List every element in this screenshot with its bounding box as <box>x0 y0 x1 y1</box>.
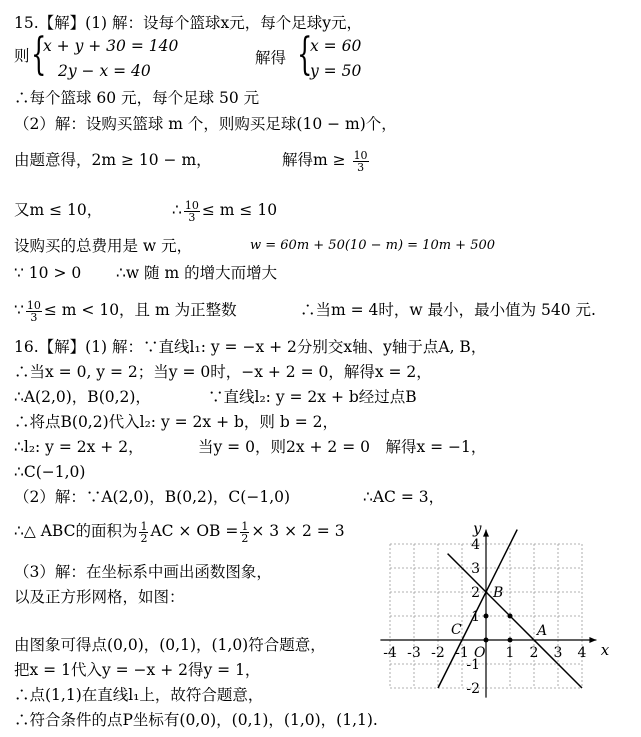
q15-heading: 15.【解】(1) 解：设每个篮球x元，每个足球y元， <box>14 14 363 32</box>
q16-grid-note: 以及正方形网格，如图： <box>14 588 185 606</box>
left-brace-1: { <box>31 29 47 80</box>
y-axis-label: y <box>473 519 482 538</box>
q16-heading: 16.【解】(1) 解：∵直线l₁: y = −x + 2分别交x轴、y轴于点A, B， <box>14 338 487 356</box>
x-tick-label: 2 <box>529 645 539 661</box>
q15-range: ∴ $\frac{10}{3}$ ≤ m ≤ 10 <box>172 198 278 224</box>
origin-label: O <box>474 645 486 661</box>
q15-integer: ∵ $\frac{10}{3}$ ≤ m < 10，且 m 为正整数 <box>14 298 237 324</box>
point-a-label: A <box>537 623 548 639</box>
x-tick-label: 3 <box>553 645 563 661</box>
q15-upper-bound: 又m ≤ 10， <box>14 201 103 219</box>
fraction-one-half: $\frac{1}{2}$ <box>140 519 148 545</box>
coordinate-graph <box>383 519 620 697</box>
axes <box>380 530 596 698</box>
fraction-10-3: $\frac{10}{3}$ <box>26 298 41 324</box>
q16-on-line: ∴点(1,1)在直线l₁上，故符合题意， <box>14 686 264 704</box>
q16-l2-equation: ∴l₂: y = 2x + 2， <box>14 438 144 456</box>
q15-answer-2: ∴当m = 4时，w 最小，最小值为 540 元. <box>300 301 596 319</box>
lattice-point <box>508 638 513 643</box>
q16-substitute: ∴将点B(0,2)代入l₂: y = 2x + b，则 b = 2， <box>14 413 338 431</box>
y-tick-label: 2 <box>471 585 480 601</box>
q16-intercepts: ∴当x = 0, y = 2；当y = 0时，−x + 2 = 0，解得x = 2， <box>14 363 432 381</box>
q16-part3: （3）解：在坐标系中画出函数图象， <box>14 563 272 581</box>
q16-area: ∴△ ABC的面积为 $\frac{1}{2}$ AC × OB = $\frac{1}{2}$ × 3 × 2 = 3 <box>14 519 345 545</box>
q15-positive: ∵ 10 > 0 <box>14 264 82 282</box>
x-tick-label: -4 <box>383 645 397 661</box>
left-brace-2: { <box>297 29 313 80</box>
lattice-point <box>484 614 489 619</box>
y-tick-label: 4 <box>471 537 480 553</box>
q16-final-answer: ∴符合条件的点P坐标有(0,0)，(0,1)，(1,0)，(1,1). <box>14 711 378 729</box>
x-tick-label: -1 <box>455 645 469 661</box>
q15-cost-formula: w = 60m + 50(10 − m) = 10m + 500 <box>250 238 496 253</box>
q16-point-c: ∴C(−1,0) <box>14 463 86 481</box>
fraction-one-half: $\frac{1}{2}$ <box>241 519 249 545</box>
q15-answer-1: ∴每个篮球 60 元，每个足球 50 元 <box>14 89 260 107</box>
solve-label: 解得 <box>255 49 287 67</box>
point-b-label: B <box>493 585 504 601</box>
graph-labels <box>383 520 610 697</box>
q16-l2-through-b: ∵直线l₂: y = 2x + b经过点B <box>208 388 417 406</box>
x-tick-label: 1 <box>505 645 515 661</box>
q16-part2: （2）解：∵A(2,0)，B(0,2)，C(−1,0) <box>14 488 291 506</box>
q16-solve-c: 当y = 0，则2x + 2 = 0 解得x = −1， <box>198 438 487 456</box>
q15-cost-def: 设购买的总费用是 w 元， <box>14 237 193 255</box>
x-tick-label: -3 <box>407 645 421 661</box>
y-axis-arrow <box>483 530 489 537</box>
lattice-point <box>508 614 513 619</box>
solution-y: y = 50 <box>310 62 362 80</box>
q16-ac: ∴AC = 3， <box>363 488 445 506</box>
fraction-10-3: $\frac{10}{3}$ <box>353 148 368 174</box>
y-tick-label: 3 <box>471 561 480 577</box>
x-axis-arrow <box>589 637 596 643</box>
q15-part2: （2）解：设购买篮球 m 个，则购买足球(10 − m)个， <box>14 115 397 133</box>
x-axis-label: x <box>600 641 610 659</box>
y-tick-label: -1 <box>466 657 480 673</box>
q16-points-ab: ∴A(2,0)，B(0,2)， <box>14 388 151 406</box>
system-eq2: 2y − x = 40 <box>58 62 151 80</box>
y-tick-label: -2 <box>466 681 480 697</box>
lattice-point <box>484 638 489 643</box>
q15-increasing: ∴w 随 m 的增大而增大 <box>116 264 278 282</box>
q16-from-graph: 由图象可得点(0,0)，(0,1)，(1,0)符合题意， <box>14 636 326 654</box>
q15-ineq: 由题意得，2m ≥ 10 − m， <box>14 151 212 169</box>
system-eq1: x + y + 30 = 140 <box>43 37 179 55</box>
x-tick-label: -2 <box>431 645 445 661</box>
q16-substitute-x1: 把x = 1代入y = −x + 2得y = 1， <box>14 661 261 679</box>
q15-then: 则 <box>14 47 30 65</box>
y-tick-label: 1 <box>471 609 480 625</box>
fraction-10-3: $\frac{10}{3}$ <box>184 198 199 224</box>
x-tick-label: 4 <box>577 645 587 661</box>
point-c-label: C <box>451 622 462 638</box>
q15-solve-ineq: 解得m ≥ $\frac{10}{3}$ <box>282 148 368 174</box>
solution-x: x = 60 <box>310 37 362 55</box>
